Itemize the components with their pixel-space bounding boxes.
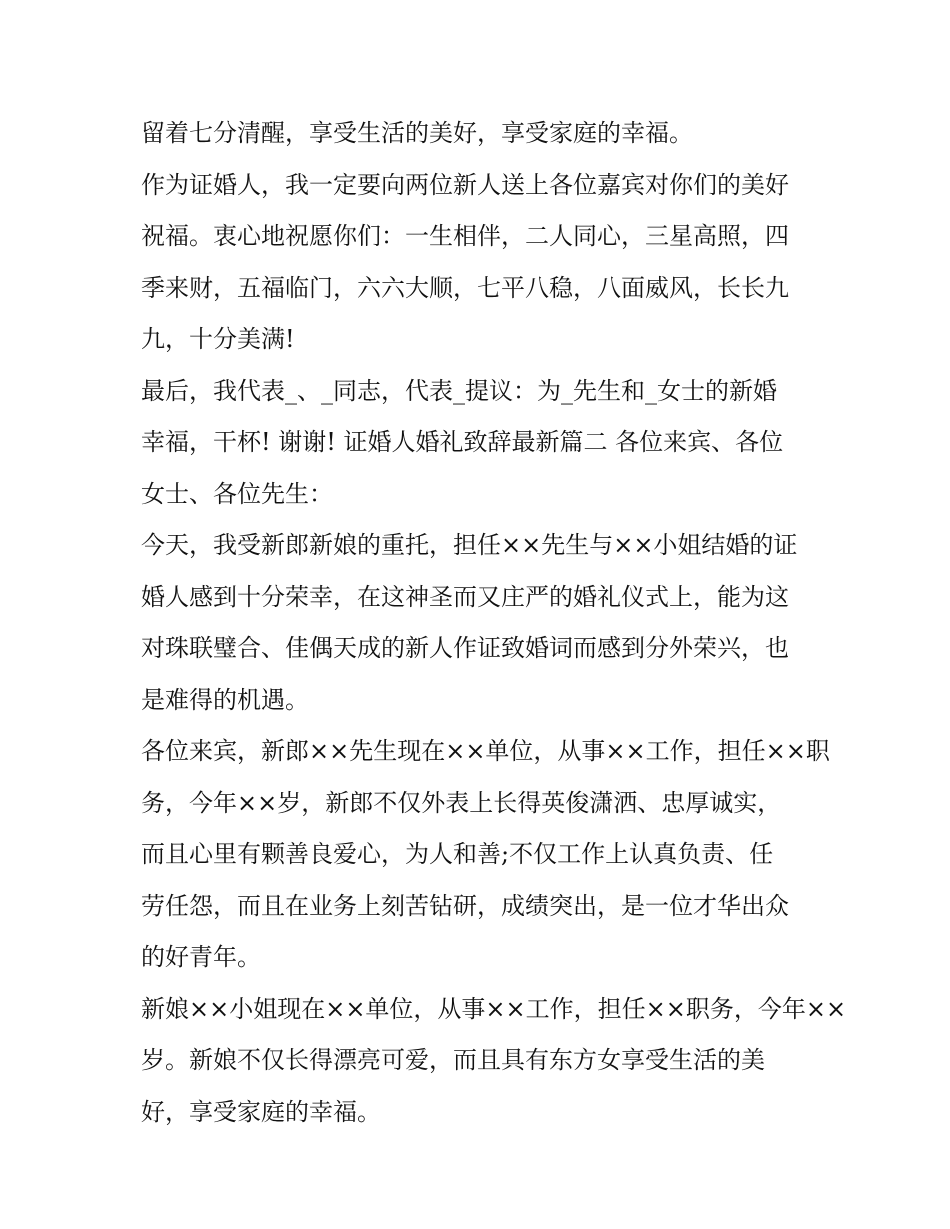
text-line: 季来财，五福临门，六六大顺，七平八稳，八面威风，长长九: [141, 273, 789, 302]
text-line: 务，今年××岁，新郎不仅外表上长得英俊潇洒、忠厚诚实，: [141, 788, 782, 817]
text-line: 女士、各位先生：: [141, 479, 333, 508]
text-line: 留着七分清醒，享受生活的美好，享受家庭的幸福。: [141, 119, 693, 147]
document-body: [141, 108, 847, 1138]
text-line: 今天，我受新郎新娘的重托，担任××先生与××小姐结婚的证: [141, 531, 798, 559]
text-line: 祝福。衷心地祝愿你们：一生相伴，二人同心，三星高照，四: [141, 222, 789, 250]
text-line: 作为证婚人，我一定要向两位新人送上各位嘉宾对你们的美好: [141, 170, 789, 199]
text-line: 婚人感到十分荣幸，在这神圣而又庄严的婚礼仪式上，能为这: [141, 582, 789, 611]
text-line: 岁。新娘不仅长得漂亮可爱，而且具有东方女享受生活的美: [141, 1046, 765, 1074]
text-line: 是难得的机遇。: [141, 685, 309, 714]
text-line: 幸福，干杯! 谢谢! 证婚人婚礼致辞最新篇二 各位来宾、各位: [141, 428, 784, 456]
text-line: 好，享受家庭的幸福。: [141, 1097, 381, 1126]
text-line: 九，十分美满!: [141, 325, 295, 353]
text-line: 各位来宾，新郎××先生现在××单位，从事××工作，担任××职: [141, 737, 830, 765]
text-line: 劳任怨，而且在业务上刻苦钻研，成绩突出，是一位才华出众: [141, 891, 789, 920]
text-line: 对珠联璧合、佳偶天成的新人作证致婚词而感到分外荣兴，也: [141, 634, 789, 662]
text-line: 而且心里有颗善良爱心，为人和善;不仅工作上认真负责、任: [141, 840, 774, 868]
text-line: 最后，我代表_、_同志，代表_提议：为_先生和_女士的新婚: [141, 376, 777, 405]
text-line: 的好青年。: [141, 943, 261, 971]
text-line: 新娘××小姐现在××单位，从事××工作，担任××职务，今年××: [141, 994, 847, 1023]
